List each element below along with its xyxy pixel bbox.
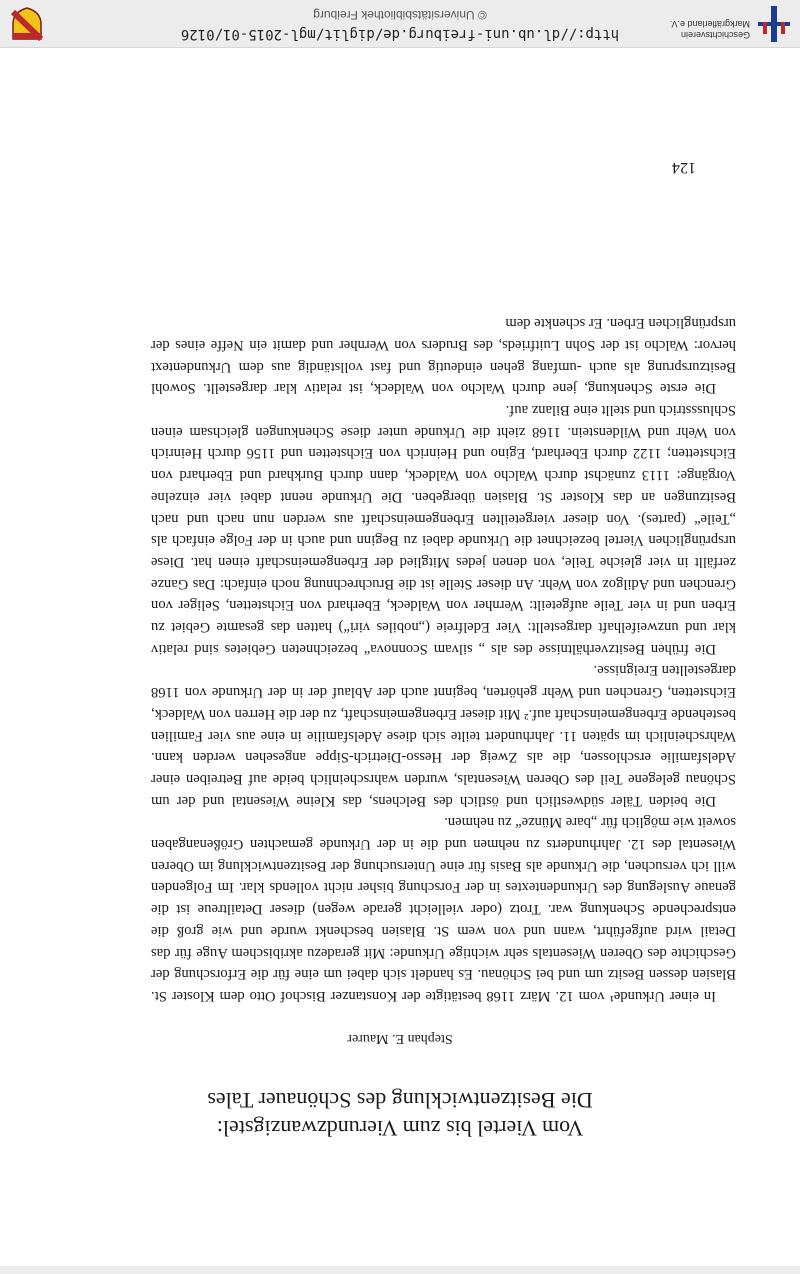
society-line-1: Geschichtsverein [680, 30, 750, 40]
society-line-2: Markgräflerland e.V. [669, 19, 750, 29]
body-text [151, 312, 736, 1007]
page-number: 124 [672, 159, 696, 176]
paragraph: Die beiden Täler südwestlich und östlich des Belchens, das Kleine Wiesental und der um Schönau gelegene Teil des Oberen Wiesentals, wurden wahrscheinlich beide auf Betreiben einer Adelsfamilie erschlossen, die als Zweig der Hesso-Dietrich-Sippe angesehen werden kann. Wahrscheinlich im späten 11. Jahrhundert teilte sich diese Adelsfamilie in eine aus vier Familien bestehende Erbengemeinschaft auf.² Mit dieser Erbengemeinschaft, zu der die Herren von Waldeck, Eichstetten, Grenchen und Wehr gehörten, beginnt auch der Ablauf der in der Urkunde von 1168 dargestellten Ereignisse. [151, 662, 736, 809]
paragraph: Die erste Schenkung, jene durch Walcho von Waldeck, ist relativ klar dargestellt. Sowohl Besitzursprung als auch -umfang gehen eindeutig und fast vollständig aus dem Urkundentext hervor: Walcho ist der Sohn Luitfrieds, des Bruders von Wernher und damit ein Neffe eines der ursprünglichen Erben. Er schenkte dem [151, 315, 736, 397]
footer-url[interactable]: http://dl.ub.uni-freiburg.de/diglit/mgl-2015-01/0126 [180, 26, 620, 42]
top-bar [0, 1266, 800, 1274]
paragraph: Die frühen Besitzverhältnisse des als „ silvam Sconnova“ bezeichneten Gebietes sind relativ klar und unzweifelhaft dargestellt: Vier Edelfreie („nobiles viri“) hatten das gesamte Gebiet zu Erben und in vier Teile aufgeteilt: Wernher von Waldeck, Eberhard von Eichstetten, Seliger von Grenchen und Adilgoz von Wehr. An dieser Stelle ist die Bruchrechnung noch einfach: Das Ganze zerfällt in vier gleiche Teile, von denen jedes Mitglied der Erbengemeinschaft einen hat. Diese ursprünglichen Viertel bezeichnet die Urkunde dabei zu Beginn und auch in der Folge einfach als „Teile“ (partes). Von dieser viergeteilten Erbengemeinschaft aus werden nun nach und nach Besitzungen an das Kloster St. Blasien übergeben. Die Urkunde nennt dabei vier einzelne Vorgänge: 1113 zunächst durch Walcho von Waldeck, dann durch Burkhard und Eberhard von Eichstetten; 1122 durch Eberhard, Egino und Heinrich von Eichstetten und 1156 durch Heinrich von Wehr und Wildenstein. 1168 zieht die Urkunde unter diese Schenkungen gleichsam einen Schlussstrich und stellt eine Bilanz auf. [151, 402, 736, 657]
title-line-1: Vom Viertel bis zum Vierundzwanzigstel: [216, 1116, 584, 1141]
society-name [640, 18, 750, 40]
ub-freiburg-logo [754, 4, 794, 44]
footer-copyright: © Universitätsbibliothek Freiburg [313, 8, 487, 22]
author: Stephan E. Maurer [347, 1031, 453, 1046]
paragraph: In einer Urkunde¹ vom 12. März 1168 bestätigte der Konstanzer Bischof Otto dem Kloster St. Blasien dessen Besitz um und bei Schönau. Es handelt sich dabei um eine für die Erforschung der Geschichte des Oberen Wiesentals sehr wichtige Urkunde: Mit geradezu akribischem Auge für das Detail wird aufgeführt, wann und von wem St. Blasien beschenkt wurde und wie groß die entsprechende Schenkung war. Trotz (oder vielleicht gerade wegen) dieser Detailtreue ist die genaue Auslegung des Urkundentextes in der Forschung bisher nicht vollends klar. Im Folgenden will ich versuchen, die Urkunde als Basis für eine Untersuchung der Besitzentwicklung im Oberen Wiesental des 12. Jahrhunderts zu nehmen und die in der Urkunde gemachten Größenangaben soweit wie möglich für „bare Münze“ zu nehmen. [151, 814, 736, 1004]
title-line-2: Die Besitzentwicklung des Schönauer Tales [207, 1088, 593, 1113]
coat-of-arms-icon [9, 6, 45, 42]
